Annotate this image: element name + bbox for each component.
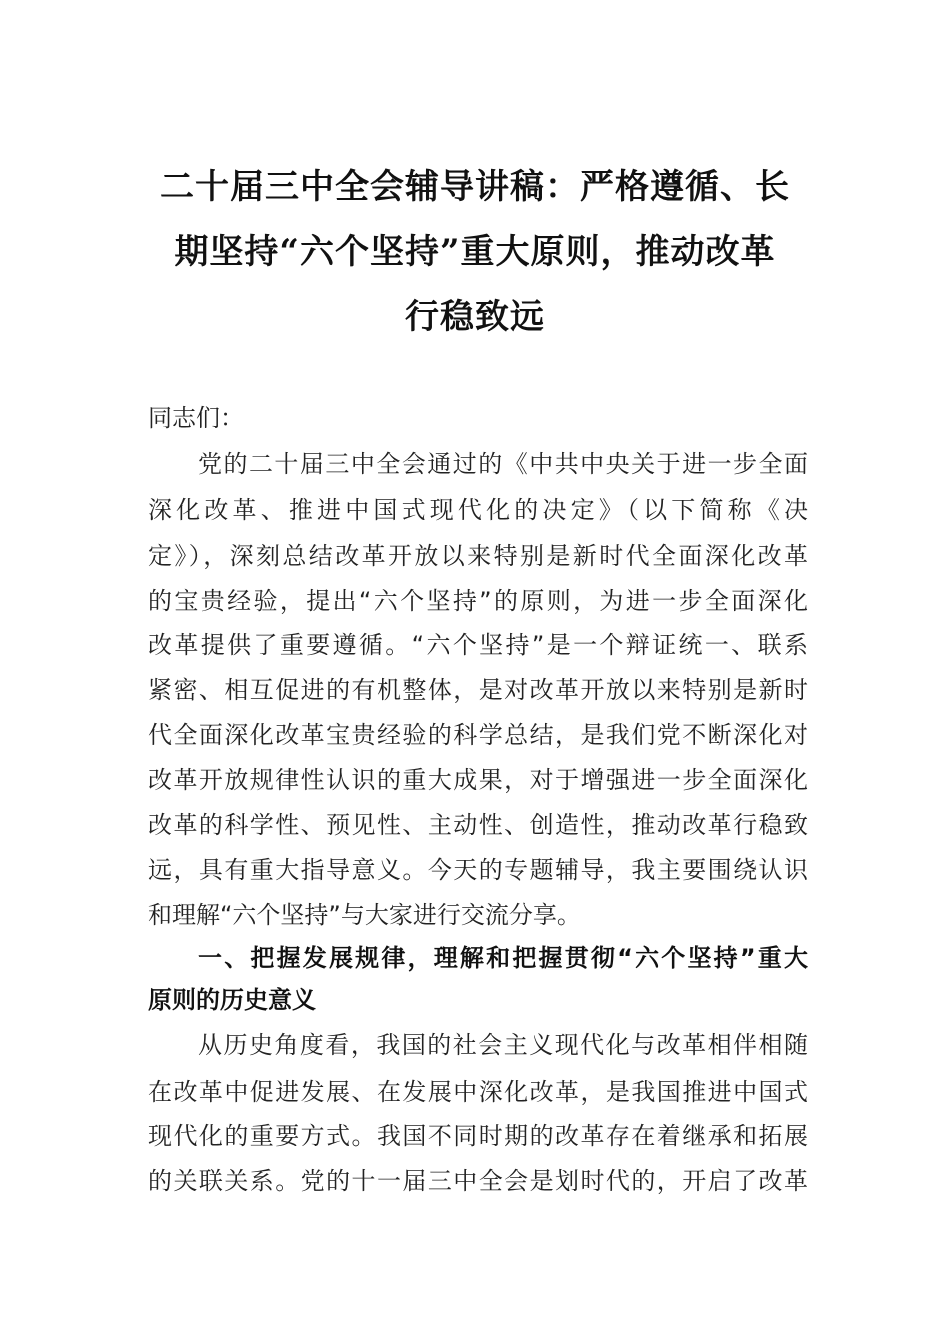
section-1-heading-line: 原则的历史意义: [148, 986, 316, 1014]
paragraph-1-line: 改革的科学性、预见性、主动性、创造性，推动改革行稳致: [148, 811, 808, 839]
paragraph-1-line: 和理解“六个坚持”与大家进行交流分享。: [148, 901, 581, 929]
paragraph-1-line: 的宝贵经验，提出“六个坚持”的原则，为进一步全面深化: [148, 587, 808, 615]
paragraph-1-line: 定》），深刻总结改革开放以来特别是新时代全面深化改革: [148, 542, 808, 570]
paragraph-1-line: 代全面深化改革宝贵经验的科学总结，是我们党不断深化对: [148, 721, 808, 749]
paragraph-1-line: 紧密、相互促进的有机整体，是对改革开放以来特别是新时: [148, 676, 808, 704]
paragraph-2-line: 的关联关系。党的十一届三中全会是划时代的，开启了改革: [148, 1167, 808, 1195]
paragraph-1-line: 改革提供了重要遵循。“六个坚持”是一个辩证统一、联系: [148, 631, 808, 659]
paragraph-2-line: 现代化的重要方式。我国不同时期的改革存在着继承和拓展: [148, 1122, 808, 1150]
document-title-line-3: 行稳致远: [405, 297, 545, 337]
paragraph-1-line: 远，具有重大指导意义。今天的专题辅导，我主要围绕认识: [148, 856, 808, 884]
document-title-line-1: 二十届三中全会辅导讲稿：严格遵循、长: [160, 167, 790, 207]
paragraph-2-line: 在改革中促进发展、在发展中深化改革，是我国推进中国式: [148, 1078, 808, 1106]
document-title-line-2: 期坚持“六个坚持”重大原则，推动改革: [174, 232, 776, 272]
paragraph-1-line: 深化改革、推进中国式现代化的决定》（以下简称《决: [148, 496, 808, 524]
section-1-heading-line: 一、把握发展规律，理解和把握贯彻“六个坚持”重大: [198, 944, 808, 972]
greeting: 同志们：: [148, 404, 244, 432]
paragraph-1-line: 党的二十届三中全会通过的《中共中央关于进一步全面: [198, 450, 808, 478]
paragraph-2-line: 从历史角度看，我国的社会主义现代化与改革相伴相随: [198, 1031, 808, 1059]
paragraph-1-line: 改革开放规律性认识的重大成果，对于增强进一步全面深化: [148, 766, 808, 794]
